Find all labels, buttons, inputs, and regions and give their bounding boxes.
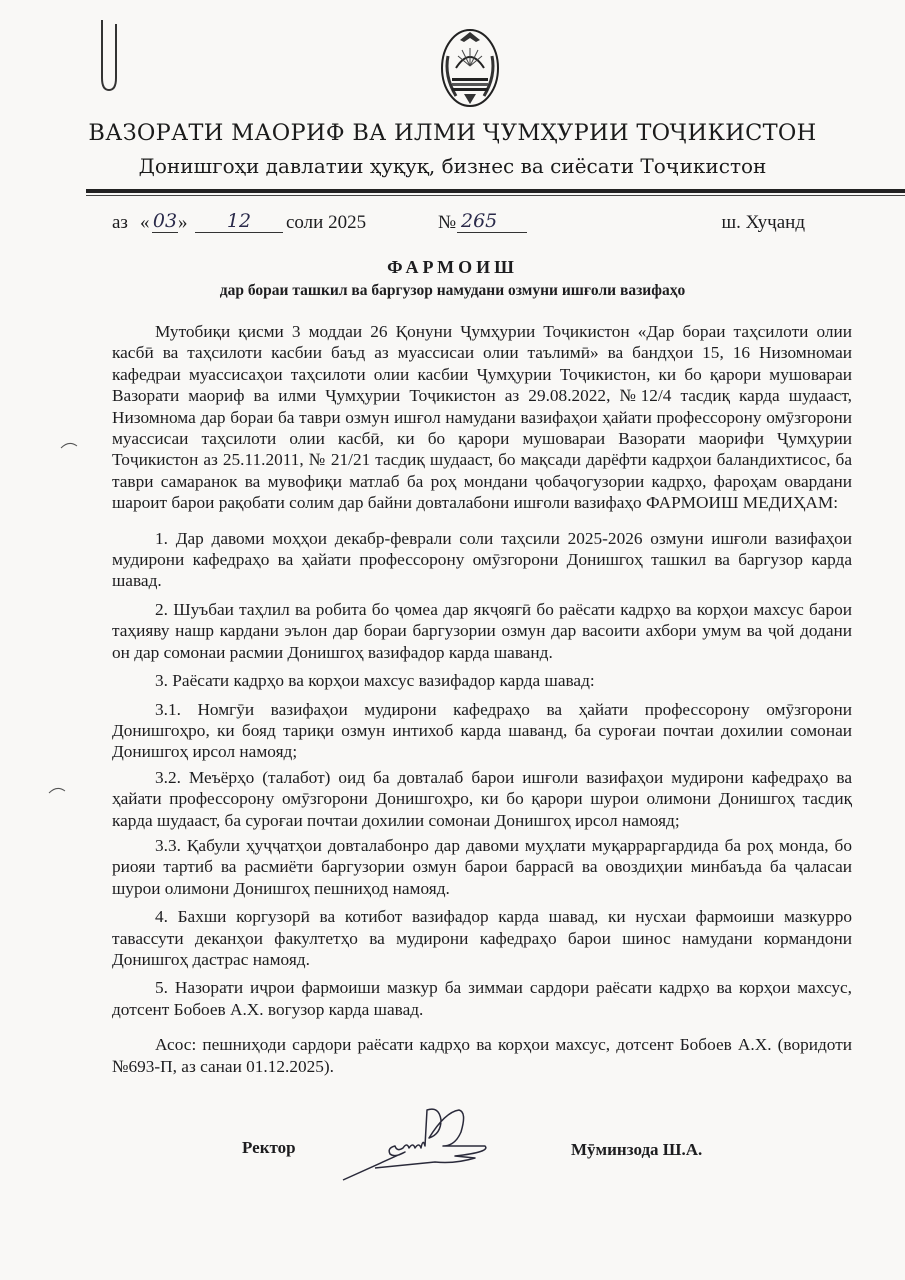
order-item-3: 3. Раёсати кадрҳо ва корҳои махсус вазифадор карда шавад: xyxy=(155,671,595,691)
header-rule-thick xyxy=(86,189,905,193)
date-year: соли 2025 xyxy=(286,212,367,233)
order-number: 265 xyxy=(457,210,527,233)
quote-open: « xyxy=(140,212,150,233)
order-item-1: 1. Дар давоми моҳҳои декабр-феврали соли таҳсили 2025-2026 озмуни ишғоли вазифаҳои мудирони кафедраҳо ва ҳайати профессорону омӯзгорони Донишгоҳ ташкил ва баргузор карда шавад. xyxy=(112,528,852,591)
date-month: 12 xyxy=(195,210,283,233)
order-item-5: 5. Назорати иҷрои фармоиши мазкур ба зиммаи сардори раёсати кадрҳо ва корҳои махсус, дотсент Бобоев А.Х. вогузор карда шавад. xyxy=(112,978,852,1019)
document-subtitle: дар бораи ташкил ва баргузор намудани озмуни ишғоли вазифаҳо xyxy=(219,282,686,299)
order-subitem-3-2: 3.2. Меъёрҳо (талабот) оид ба довталаб барои ишғоли вазифаҳои мудирони кафедраҳо ва ҳайати профессорону омӯзгорони Донишгоҳро, ки бо қарори шурои олимони Донишгоҳ тасдиқ карда шудааст, ба суроғаи почтаи дохилии сомонаи Донишгоҳ ирсол намояд; xyxy=(112,767,852,830)
university-name: Донишгоҳи давлатии ҳуқуқ, бизнес ва сиёсати Тоҷикистон xyxy=(138,154,767,178)
basis-paragraph: Асос: пешниҳоди сардори раёсати кадрҳо ва корҳои махсус, дотсент Бобоев А.Х. (воридоти №693-П, аз санаи 01.12.2025). xyxy=(112,1035,852,1076)
margin-mark-icon xyxy=(60,440,78,450)
document-body xyxy=(112,321,852,1077)
preamble-paragraph: Мутобиқи қисми 3 моддаи 26 Қонуни Ҷумҳурии Тоҷикистон «Дар бораи таҳсилоти олии касбӣ ва таҳсилоти касбии баъд аз муассисаи олии таълимӣ» ва бандҳои 15, 16 Низомномаи кафедраи муассисаҳои таҳсилоти олии касбии Ҷумҳурии Тоҷикистон, ки бо қарори мушовараи Вазорати маориф ва илми Ҷумҳурии Тоҷикистон аз 29.08.2022, №12/4 тасдиқ карда шудааст, Низомнома дар бораи ба таври озмун ишғол намудани вазифаҳои ҳайати профессорону омӯзгорони муассисаи таҳсилоти олии касбӣ, ки бо қарори мушовараи Вазорати маорифи Ҷумҳурии Тоҷикистон аз 25.11.2011, № 21/21 тасдиқ шудааст, бо мақсади дарёфти кадрҳои баландихтисос, ба таври самаранок ва мувофиқи матлаб ба роҳ мондани ҷобаҷогузории кадрҳо, фароҳам овардани шароит барои рақобати солим дар байни довталабони ишғоли вазифаҳо ФАРМОИШ МЕДИҲАМ: xyxy=(112,322,852,513)
city: ш. Хуҷанд xyxy=(721,212,805,233)
coat-of-arms-emblem-icon xyxy=(438,26,502,110)
order-subitem-3-1: 3.1. Номгӯи вазифаҳои мудирони кафедраҳо ва ҳайати профессорону омӯзгорони Донишгоҳро, ки бояд тариқи озмун интихоб карда шаванд, ба суроғаи почтаи дохилии сомонаи Донишгоҳ ирсол намояд; xyxy=(112,699,852,762)
signer-position: Ректор xyxy=(242,1138,296,1157)
document-title: ФАРМОИШ xyxy=(387,257,518,277)
number-label: № xyxy=(438,212,457,233)
paper-clip-mark-icon xyxy=(98,18,120,92)
quote-close: » xyxy=(178,212,188,233)
order-item-2: 2. Шуъбаи таҳлил ва робита бо ҷомеа дар якҷоягӣ бо раёсати кадрҳо ва корҳои махсус барои таҳияву нашр кардани эълон дар бораи баргузории озмун дар васоити ахбори умум ва ҷой додани он дар сомонаи расмии Донишгоҳ вазифадор карда шаванд. xyxy=(112,599,852,662)
margin-mark-icon xyxy=(48,785,66,795)
date-prefix: аз xyxy=(112,212,128,233)
ministry-heading: ВАЗОРАТИ МАОРИФ ВА ИЛМИ ҶУМҲУРИИ ТОҶИКИСТОН xyxy=(88,120,817,146)
signer-name: Мӯминзода Ш.А. xyxy=(571,1140,703,1159)
header-rule-thin xyxy=(86,195,905,196)
date-day: 03 xyxy=(152,210,178,232)
order-dateline xyxy=(112,212,805,242)
order-subitem-3-3: 3.3. Қабули ҳуҷҷатҳои довталабонро дар давоми муҳлати муқарраргардида ба роҳ монда, бо риояи тартиб ва расмиёти баргузории озмун барои баррасӣ ва овоздиҳии минбаъда ба ҷаласаи шурои олимони Донишгоҳ пешниҳод намояд. xyxy=(112,835,852,898)
order-item-4: 4. Бахши коргузорӣ ва котибот вазифадор карда шавад, ки нусхаи фармоиши мазкурро тавассути деканҳои факултетҳо ва мудирони кафедраҳо барои шинос намудани кормандони Донишгоҳ дастрас намояд. xyxy=(112,907,852,969)
handwritten-signature-icon xyxy=(335,1102,505,1184)
